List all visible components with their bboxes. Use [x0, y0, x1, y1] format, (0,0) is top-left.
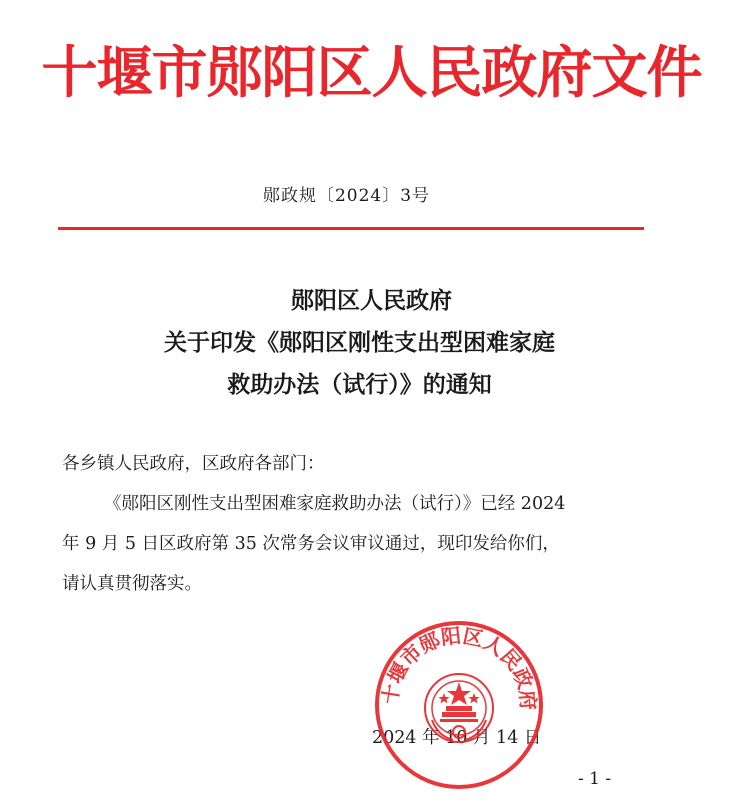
document-number: 郧政规〔2024〕3号	[262, 186, 431, 206]
document-header-title: 十堰市郧阳区人民政府文件	[41, 40, 702, 106]
seal-text-path: 十堰市郧阳区人民政府	[377, 623, 541, 711]
red-divider-line	[58, 227, 644, 230]
national-emblem-icon	[425, 674, 493, 742]
official-seal	[374, 620, 544, 790]
notice-title-line-2: 关于印发《郧阳区刚性支出型困难家庭	[164, 329, 555, 356]
body-paragraph-line-2: 年 9 月 5 日区政府第 35 次常务会议审议通过，现印发给你们，	[62, 534, 560, 554]
body-paragraph-line-1: 《郧阳区刚性支出型困难家庭救助办法（试行）》已经 2024	[104, 494, 566, 514]
page-number: - 1 -	[578, 769, 612, 789]
notice-title-line-3: 救助办法（试行）》的通知	[227, 371, 492, 398]
notice-title-line-1: 郧阳区人民政府	[291, 287, 452, 314]
body-paragraph-line-3: 请认真贯彻落实。	[62, 574, 202, 594]
issue-date: 2024 年 10 月 14 日	[372, 728, 542, 748]
salutation: 各乡镇人民政府，区政府各部门：	[62, 454, 325, 474]
